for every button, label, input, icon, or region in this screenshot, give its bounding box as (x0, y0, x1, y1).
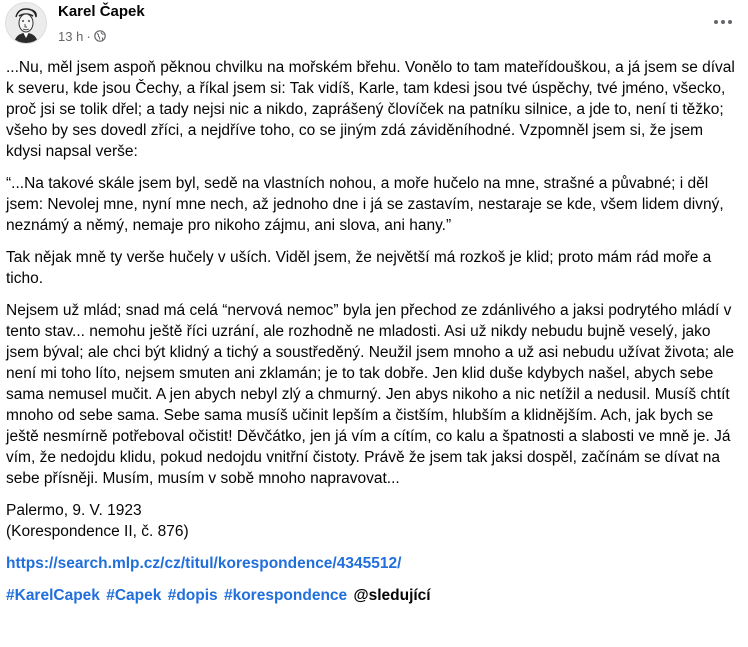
more-options-button[interactable] (708, 10, 738, 34)
hashtag-capek[interactable]: #Capek (106, 587, 162, 604)
source-link[interactable]: https://search.mlp.cz/cz/titul/korespondence/4345512/ (6, 555, 402, 572)
source-citation: (Korespondence II, č. 876) (6, 523, 189, 540)
author-name[interactable]: Karel Čapek (58, 3, 145, 20)
meta-separator: · (86, 28, 91, 44)
post-body (6, 57, 740, 617)
hashtag-korespondence[interactable]: #korespondence (223, 587, 348, 604)
post-meta (58, 28, 106, 44)
post-paragraph-2: “...Na takové skále jsem byl, sedě na vlastních nohou, a moře hučelo na mne, strašné a půvabné; i děl jsem: Nevolej mne, nyní mne nech, až jednoho dne i já se zastavím, nestaraje se kde, všem lidem divný, neznámý a němý, nemaje pro nikoho zájmu, ani slova, ani hany.” (6, 175, 724, 234)
post-paragraph-1: ...Nu, měl jsem aspoň pěknou chvilku na mořském břehu. Vonělo to tam mateřídouškou, a já jsem se díval k severu, kde jsou Čechy, a říkal jsem si: Tak vidíš, Karle, tam kdesi jsou tvé úspěchy, tvé jméno, všecko, proč jsi se tolik dřel; a tady nejsi nic a nikdo, zaprášený človíček na patníku silnice, a jde to, není ti těžko; všeho by ses dovedl zříci, a nejdříve toho, co se jiným zdá záviděníhodné. Vzpomněl jsem si, že jsem kdysi napsal verše: (6, 59, 735, 160)
post-header (0, 0, 748, 56)
hashtag-line (6, 585, 740, 606)
post-paragraph-3: Tak nějak mně ty verše hučely v uších. Viděl jsem, že největší má rozkoš je klid; proto mám rád moře a ticho. (6, 249, 712, 287)
hashtag-dopis[interactable]: #dopis (167, 587, 218, 604)
place-date: Palermo, 9. V. 1923 (6, 502, 142, 519)
post-paragraph-4: Nejsem už mlád; snad má celá “nervová nemoc” byla jen přechod ze zdánlivého a jaksi podrytého mládí v tento stav... nemohu ještě říci uzrání, ale rozhodně ne mladosti. Asi už nikdy nebudu bujně veselý, jako jsem býval; ale chci být klidný a tichý a soustředěný. Neužil jsem mnoho a už asi nebudu užívat života; ale není mi toho líto, nejsem smuten ani zklamán; je to tak dobře. Jen klid duše kdybych našel, abych sebe sama nemusel mučit. A jen abych nebyl zlý a chmurný. Jen abys nikoho a nic netížil a nedusil. Musíš chtít mnoho od sebe sama. Sebe sama musíš učinit lepším a čistším, hlubším a klidnějším. Ach, jak bych se ještě nesmírně potřeboval očistit! Děvčátko, jen já vím a cítím, co kalu a špatnosti a slabosti ve mně je. Já vím, že nedojdu klidu, pokud nedojdu vnitřní čistoty. Právě že jsem tak jaksi dospěl, začínám se dívat na sebe přísněji. Musím, musím v sobě mnoho napravovat... (6, 302, 735, 487)
post-time[interactable]: 13 h (58, 28, 84, 44)
hashtag-karelcapek[interactable]: #KarelCapek (6, 587, 100, 604)
avatar[interactable] (5, 2, 47, 44)
more-options-icon (713, 19, 733, 25)
mention-followers[interactable]: @sledující (353, 587, 431, 604)
avatar-portrait-icon (6, 3, 46, 43)
globe-icon[interactable] (94, 30, 106, 42)
